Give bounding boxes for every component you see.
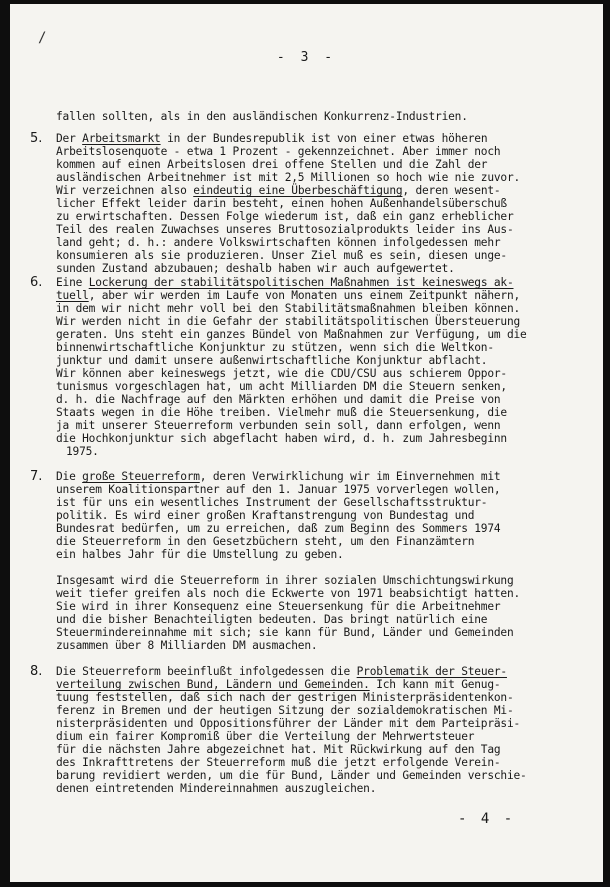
underlined-phrase: eindeutig eine Überbeschäftigung	[193, 184, 403, 197]
item8-line-9: barung revidiert werden, um die für Bund, Länder und Gemeinden verschie-	[56, 769, 527, 782]
item5-line-6: licher Effekt leider darin besteht, einen hohen Außenhandelsüberschuß	[56, 197, 507, 210]
item5-line-4: ausländischen Arbeitnehmer ist mit 2,5 Millionen so hoch wie nie zuvor.	[56, 171, 521, 184]
item8-line-8: des Inkrafttretens der Steuerreform muß die jetzt erfolgende Verein-	[56, 756, 501, 769]
item6-line-8: Wir können aber keineswegs jetzt, wie die CDU/CSU aus schierem Oppor-	[56, 367, 507, 380]
item6-line-4: Wir werden nicht in die Gefahr der stabilitätspolitischen Übersteuerung	[56, 315, 521, 328]
item7-para2-line-4: und die bisher Benachteiligten bedeuten. Das bringt natürlich eine	[56, 613, 488, 626]
item8-line-5: nisterpräsidenten und Oppositionsführer der Länder mit dem Parteipräsi-	[56, 717, 521, 730]
underlined-phrase: Lockerung der stabilitätspolitischen Maßnahmen ist keineswegs ak-	[88, 276, 514, 289]
item6-line-1: Eine Lockerung der stabilitätspolitischen Maßnahmen ist keineswegs ak-	[56, 276, 514, 289]
item5-line-5: Wir verzeichnen also eindeutig eine Überbeschäftigung, deren wesent-	[56, 184, 501, 197]
footer-page-number: - 4 -	[458, 811, 516, 827]
item7-line-7: ein halbes Jahr für die Umstellung zu geben.	[56, 548, 344, 561]
item7-line-1: Die große Steuerreform, deren Verwirklichung wir im Einvernehmen mit	[56, 470, 501, 483]
corner-mark: /	[38, 30, 47, 46]
underlined-phrase: tuell	[56, 289, 89, 302]
item7-line-6: die Steuerreform in den Gesetzbüchern steht, um den Finanzämtern	[56, 535, 475, 548]
item7-line-2: unserem Koalitionspartner auf den 1. Januar 1975 vorverlegen wollen,	[56, 483, 501, 496]
item6-line-11: Staats wegen in die Höhe treiben. Vielmehr muß die Steuersenkung, die	[56, 406, 507, 419]
item5-line-9: land geht; d. h.: andere Volkswirtschaften können infolgedessen mehr	[56, 236, 501, 249]
item6-line-5: geraten. Uns steht ein ganzes Bündel von Maßnahmen zur Verfügung, um die	[56, 328, 527, 341]
item6-line-2: tuell, aber wir werden im Laufe von Monaten uns einem Zeitpunkt nähern,	[56, 289, 521, 302]
item8-line-2: verteilung zwischen Bund, Ländern und Gemeinden. Ich kann mit Genug-	[56, 678, 501, 691]
item6-line-9: tunismus vorgeschlagen hat, um acht Milliarden DM die Steuern senken,	[56, 380, 507, 393]
page-number: - 3 -	[276, 50, 337, 65]
item8-line-10: denen eintretenden Mindereinnahmen auszugleichen.	[56, 782, 377, 795]
item-number: 5.	[30, 131, 43, 146]
item7-para2-line-3: Sie wird in ihrer Konsequenz eine Steuersenkung für die Arbeitnehmer	[56, 600, 501, 613]
item8-line-3: tuung feststellen, daß sich nach der gestrigen Ministerpräsidentenkon-	[56, 691, 514, 704]
item-number: 8.	[30, 664, 43, 679]
item6-line-13: die Hochkonjunktur sich abgeflacht haben wird, d. h. zum Jahresbeginn	[56, 432, 507, 445]
item6-line-7: junktur und damit unsere außenwirtschaftliche Konjunktur abflacht.	[56, 354, 488, 367]
intro-line: fallen sollten, als in den ausländischen Konkurrenz-Industrien.	[56, 110, 468, 123]
document-page	[10, 4, 603, 882]
underlined-phrase: große Steuerreform	[82, 470, 200, 483]
item5-line-2: Arbeitslosenquote - etwa 1 Prozent - gekennzeichnet. Aber immer noch	[56, 145, 501, 158]
item5-line-1: Der Arbeitsmarkt in der Bundesrepublik ist von einer etwas höheren	[56, 132, 488, 145]
item6-line-3: in dem wir nicht mehr voll bei den Stabilitätsmaßnahmen bleiben können.	[56, 302, 521, 315]
item5-line-8: Teil des realen Zuwachses unseres Bruttosozialprodukts leider ins Aus-	[56, 223, 514, 236]
item8-line-7: für die nächsten Jahre abgezeichnet hat. Mit Rückwirkung auf den Tag	[56, 743, 501, 756]
item5-line-10: konsumieren als sie produzieren. Unser Ziel muß es sein, diesen unge-	[56, 249, 507, 262]
item6-line-14: 1975.	[66, 445, 99, 458]
item7-para2-line-5: Steuermindereinnahme mit sich; sie kann für Bund, Länder und Gemeinden	[56, 626, 514, 639]
item7-para2-line-6: zusammen über 8 Milliarden DM ausmachen.	[56, 639, 318, 652]
item7-line-5: Bundesrat bedürfen, um zu erreichen, daß zum Beginn des Sommers 1974	[56, 522, 501, 535]
item8-line-4: ferenz in Bremen und der heutigen Sitzung der sozialdemokratischen Mi-	[56, 704, 514, 717]
item7-line-3: ist für uns ein wesentliches Instrument der Gesellschaftsstruktur-	[56, 496, 488, 509]
item8-line-6: dium ein fairer Kompromiß über die Verteilung der Mehrwertsteuer	[56, 730, 475, 743]
item5-line-3: kommen auf einen Arbeitslosen drei offene Stellen und die Zahl der	[56, 158, 488, 171]
item-number: 6.	[30, 275, 43, 290]
item-number: 7.	[30, 469, 43, 484]
item6-line-10: d. h. die Nachfrage auf den Märkten erhöhen und damit die Preise von	[56, 393, 501, 406]
item8-line-1: Die Steuerreform beeinflußt infolgedessen die Problematik der Steuer-	[56, 665, 507, 678]
underlined-phrase: Problematik der Steuer-	[356, 665, 507, 678]
item7-para2-line-1: Insgesamt wird die Steuerreform in ihrer sozialen Umschichtungswirkung	[56, 574, 514, 587]
item5-line-11: sunden Zustand abzubauen; deshalb haben wir auch aufgewertet.	[56, 262, 455, 275]
underlined-phrase: Arbeitsmarkt	[82, 132, 161, 145]
item7-para2-line-2: weit tiefer greifen als noch die Eckwerte von 1971 beabsichtigt hatten.	[56, 587, 521, 600]
item6-line-12: ja mit unserer Steuerreform verbunden sein soll, dann erfolgen, wenn	[56, 419, 501, 432]
item5-line-7: zu erwirtschaften. Dessen Folge wiederum ist, daß ein ganz erheblicher	[56, 210, 514, 223]
item7-line-4: politik. Es wird einer großen Kraftanstrengung von Bundestag und	[56, 509, 475, 522]
underlined-phrase: verteilung zwischen Bund, Ländern und Gemeinden.	[56, 678, 370, 691]
item6-line-6: binnenwirtschaftliche Konjunktur zu stützen, wenn sich die Weltkon-	[56, 341, 494, 354]
